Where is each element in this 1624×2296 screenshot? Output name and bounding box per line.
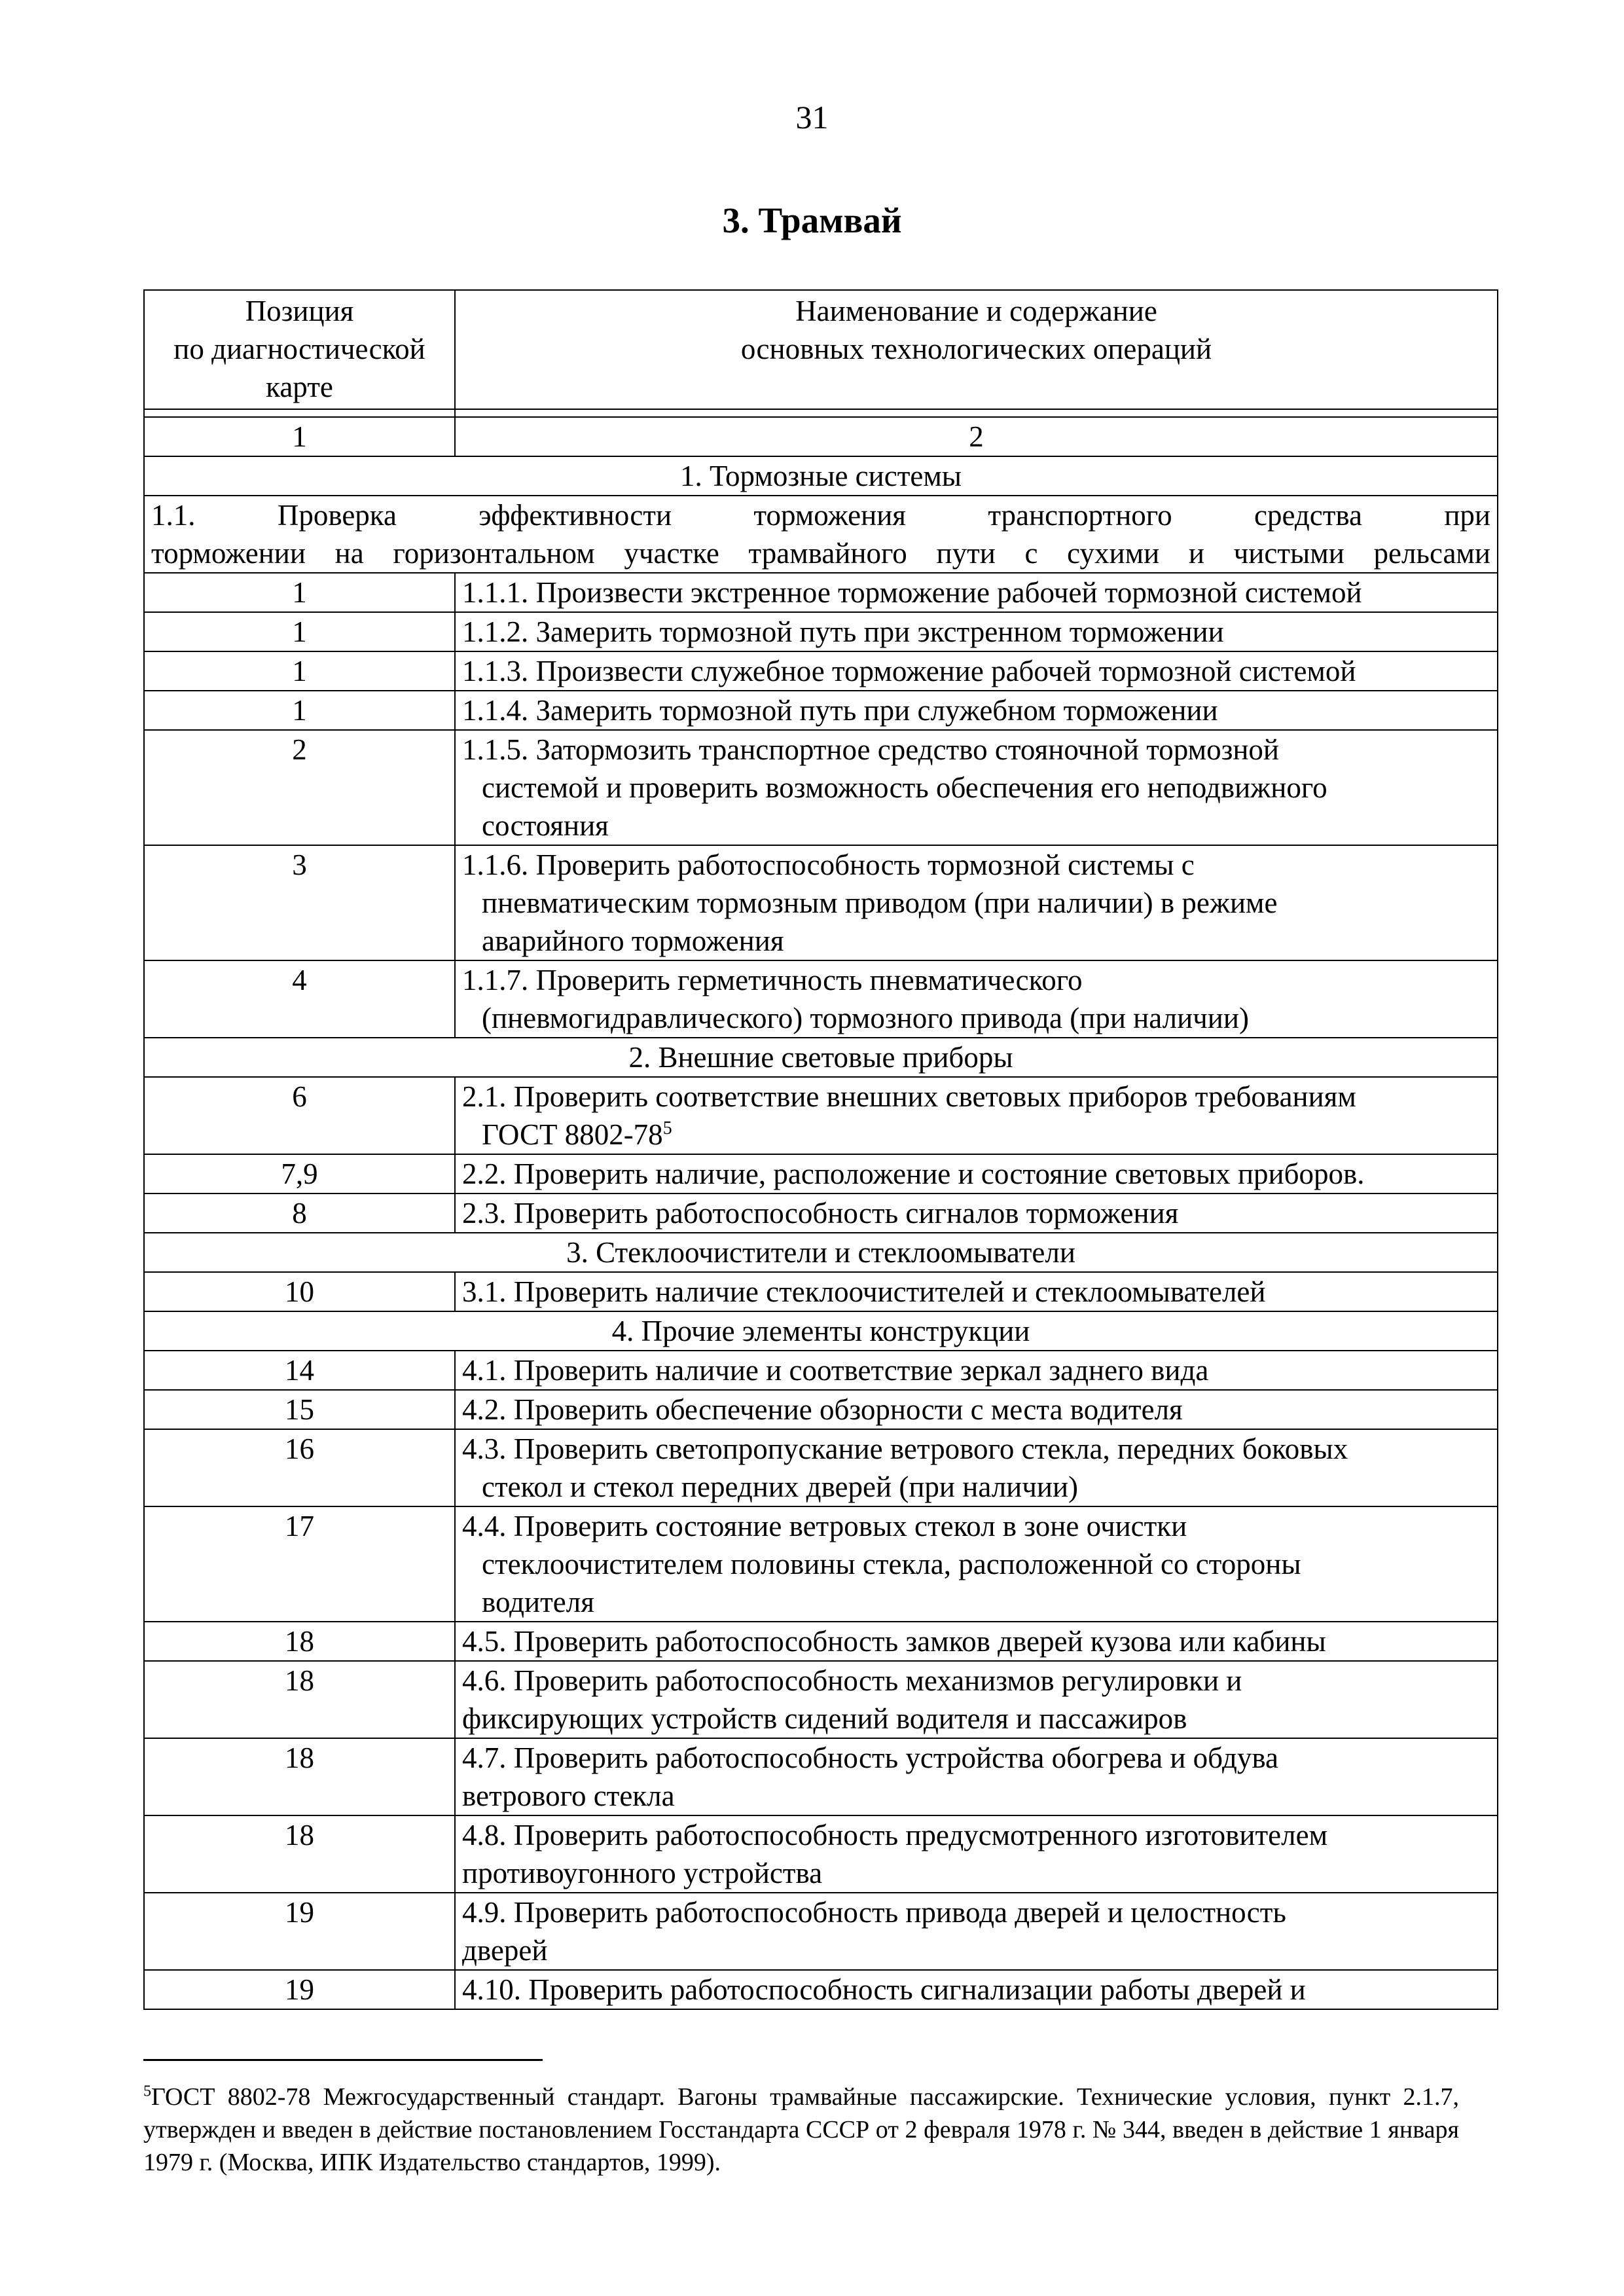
operation-cell — [455, 845, 1498, 960]
operation-text: состояния — [482, 809, 609, 842]
subsection-heading-line: 1.1. Проверка эффективности торможения транспортного средства при — [151, 499, 1490, 532]
operation-line — [462, 846, 1493, 884]
page-number: 31 — [795, 99, 829, 136]
position-cell: 1 — [144, 573, 455, 612]
header-position-cell — [144, 290, 455, 409]
operation-line — [462, 1194, 1493, 1232]
operation-line — [462, 613, 1493, 651]
operation-line — [462, 574, 1493, 611]
table-row — [144, 1429, 1498, 1506]
operation-line — [462, 1507, 1493, 1545]
operation-line — [462, 1662, 1493, 1700]
position-cell: 18 — [144, 1661, 455, 1738]
operation-cell — [455, 612, 1498, 651]
operation-text: 2.3. Проверить работоспособность сигналов торможения — [462, 1197, 1179, 1230]
operation-text: 4.7. Проверить работоспособность устройства обогрева и обдува — [462, 1741, 1278, 1774]
operation-text: 4.6. Проверить работоспособность механизмов регулировки и — [462, 1664, 1242, 1697]
operation-text: 2.2. Проверить наличие, расположение и состояние световых приборов. — [462, 1157, 1365, 1190]
operation-text: 4.9. Проверить работоспособность привода дверей и целостность — [462, 1896, 1286, 1929]
header-position-line: Позиция — [245, 295, 354, 327]
position-cell: 15 — [144, 1390, 455, 1429]
operation-text: стеклоочистителем половины стекла, расположенной со стороны — [482, 1548, 1301, 1580]
operation-line — [462, 1545, 1493, 1583]
operation-text: 4.4. Проверить состояние ветровых стекол в зоне очистки — [462, 1510, 1187, 1542]
operation-line — [462, 769, 1493, 807]
table-row — [144, 612, 1498, 651]
operation-text: дверей — [462, 1934, 548, 1967]
operation-line — [462, 807, 1493, 845]
operation-text: 1.1.2. Замерить тормозной путь при экстренном торможении — [462, 615, 1224, 648]
position-cell: 6 — [144, 1077, 455, 1154]
table-row — [144, 1970, 1498, 2009]
header-position-line: по диагностической — [173, 333, 425, 365]
operation-line — [462, 884, 1493, 922]
operation-text: системой и проверить возможность обеспечения его неподвижного — [482, 771, 1327, 804]
operation-line — [462, 1931, 1493, 1969]
table-row — [144, 1661, 1498, 1738]
position-cell: 7,9 — [144, 1154, 455, 1194]
operation-text: пневматическим тормозным приводом (при наличии) в режиме — [482, 886, 1278, 919]
operation-text: 1.1.6. Проверить работоспособность тормозной системы с — [462, 848, 1195, 881]
separator-cell — [144, 409, 455, 417]
operation-cell — [455, 1622, 1498, 1661]
operation-text: 1.1.4. Замерить тормозной путь при служебном торможении — [462, 694, 1218, 727]
position-cell: 18 — [144, 1622, 455, 1661]
operation-cell — [455, 573, 1498, 612]
operation-text: 4.5. Проверить работоспособность замков дверей кузова или кабины — [462, 1625, 1326, 1658]
position-cell: 2 — [144, 730, 455, 845]
operations-table-body — [144, 290, 1498, 2009]
position-cell: 17 — [144, 1506, 455, 1622]
footnote-divider — [143, 2059, 543, 2061]
operation-text: водителя — [482, 1586, 594, 1618]
operation-line — [462, 1116, 1493, 1154]
operation-text: 1.1.1. Произвести экстренное торможение рабочей тормозной системой — [462, 576, 1362, 609]
operation-line — [462, 1622, 1493, 1660]
operation-cell — [455, 1194, 1498, 1233]
position-cell: 1 — [144, 691, 455, 730]
operation-line — [462, 999, 1493, 1037]
operation-line — [462, 922, 1493, 960]
operation-cell — [455, 960, 1498, 1038]
footnote-marker: 5 — [143, 2083, 151, 2100]
position-cell: 18 — [144, 1738, 455, 1815]
operation-cell — [455, 1738, 1498, 1815]
operation-cell — [455, 691, 1498, 730]
operation-line — [462, 1273, 1493, 1311]
operation-line — [462, 1078, 1493, 1116]
operation-line — [462, 731, 1493, 769]
subsection-heading-row — [144, 496, 1498, 573]
operation-cell — [455, 1272, 1498, 1311]
operation-line — [462, 1854, 1493, 1892]
operation-text: 1.1.7. Проверить герметичность пневматического — [462, 964, 1083, 996]
table-row — [144, 651, 1498, 691]
table-row — [144, 691, 1498, 730]
operation-text: 3.1. Проверить наличие стеклоочистителей и стеклоомывателей — [462, 1275, 1266, 1308]
footnote — [143, 2081, 1459, 2179]
operation-cell — [455, 1429, 1498, 1506]
header-operation-cell — [455, 290, 1498, 409]
operation-text: ветрового стекла — [462, 1779, 675, 1812]
position-cell: 14 — [144, 1351, 455, 1390]
table-row — [144, 1077, 1498, 1154]
operation-line — [462, 652, 1493, 690]
section-heading: 4. Прочие элементы конструкции — [144, 1311, 1498, 1351]
position-cell: 3 — [144, 845, 455, 960]
operation-cell — [455, 651, 1498, 691]
operation-line — [462, 1155, 1493, 1193]
subsection-heading — [144, 496, 1498, 573]
operation-line — [462, 1816, 1493, 1854]
table-row — [144, 1390, 1498, 1429]
footnote-reference: 5 — [662, 1118, 672, 1139]
operation-text: аварийного торможения — [482, 924, 784, 957]
position-cell: 19 — [144, 1970, 455, 2009]
table-row — [144, 1272, 1498, 1311]
table-row — [144, 845, 1498, 960]
table-row — [144, 1154, 1498, 1194]
table-row — [144, 1622, 1498, 1661]
operation-cell — [455, 1077, 1498, 1154]
column-number-row — [144, 417, 1498, 456]
operation-line — [462, 1777, 1493, 1815]
header-operation-line: Наименование и содержание — [795, 295, 1157, 327]
operation-cell — [455, 1390, 1498, 1429]
header-operation-line: основных технологических операций — [740, 333, 1212, 365]
position-cell: 1 — [144, 612, 455, 651]
operation-cell — [455, 1893, 1498, 1970]
table-header-row — [144, 290, 1498, 409]
operation-cell — [455, 1815, 1498, 1893]
operation-text: противоугонного устройства — [462, 1857, 823, 1889]
header-position-line: карте — [266, 371, 333, 403]
operation-line — [462, 1468, 1493, 1506]
operation-cell — [455, 1661, 1498, 1738]
operation-line — [462, 691, 1493, 729]
operation-line — [462, 1583, 1493, 1621]
operation-text: 4.8. Проверить работоспособность предусмотренного изготовителем — [462, 1819, 1328, 1851]
table-row — [144, 1506, 1498, 1622]
operation-text: 4.10. Проверить работоспособность сигнализации работы дверей и — [462, 1973, 1306, 2006]
position-cell: 1 — [144, 651, 455, 691]
operation-cell — [455, 1970, 1498, 2009]
operation-line — [462, 1739, 1493, 1777]
operation-line — [462, 1430, 1493, 1468]
subsection-heading-line: торможении на горизонтальном участке трамвайного пути с сухими и чистыми рельсами — [151, 537, 1490, 570]
table-row — [144, 1815, 1498, 1893]
operation-text: 4.3. Проверить светопропускание ветрового стекла, передних боковых — [462, 1432, 1348, 1465]
header-separator-row — [144, 409, 1498, 417]
operation-line — [462, 1700, 1493, 1738]
section-heading-row — [144, 1233, 1498, 1272]
operation-cell — [455, 730, 1498, 845]
section-heading-row — [144, 456, 1498, 496]
section-heading: 1. Тормозные системы — [144, 456, 1498, 496]
operation-text: ГОСТ 8802-78 — [482, 1118, 663, 1151]
separator-cell — [455, 409, 1498, 417]
section-heading-row — [144, 1311, 1498, 1351]
footnote-text: ГОСТ 8802-78 Межгосударственный стандарт. Вагоны трамвайные пассажирские. Технические условия, пункт 2.1.7, утвержден и введен в действие постановлением Госстандарта СССР от 2 февраля 1978 г. № 344, введен в действие 1 января 1979 г. (Москва, ИПК Издательство стандартов, 1999). — [143, 2083, 1459, 2176]
operation-text: стекол и стекол передних дверей (при наличии) — [482, 1470, 1079, 1503]
position-cell: 18 — [144, 1815, 455, 1893]
position-cell: 16 — [144, 1429, 455, 1506]
operation-cell — [455, 1506, 1498, 1622]
operation-text: 4.1. Проверить наличие и соответствие зеркал заднего вида — [462, 1354, 1209, 1387]
position-cell: 10 — [144, 1272, 455, 1311]
operation-text: фиксирующих устройств сидений водителя и пассажиров — [462, 1702, 1187, 1735]
position-cell: 8 — [144, 1194, 455, 1233]
section-heading-row — [144, 1038, 1498, 1077]
column-number: 2 — [455, 417, 1498, 456]
operation-text: 1.1.3. Произвести служебное торможение рабочей тормозной системой — [462, 655, 1356, 687]
operation-text: (пневмогидравлического) тормозного привода (при наличии) — [482, 1002, 1249, 1034]
table-row — [144, 730, 1498, 845]
table-row — [144, 1738, 1498, 1815]
column-number: 1 — [144, 417, 455, 456]
operation-line — [462, 1971, 1493, 2009]
table-row — [144, 1351, 1498, 1390]
operation-line — [462, 1893, 1493, 1931]
operation-text: 4.2. Проверить обеспечение обзорности с места водителя — [462, 1393, 1183, 1426]
operations-table — [143, 289, 1498, 2010]
operation-text: 2.1. Проверить соответствие внешних световых приборов требованиям — [462, 1080, 1356, 1113]
section-heading: 2. Внешние световые приборы — [144, 1038, 1498, 1077]
operation-line — [462, 1391, 1493, 1429]
table-row — [144, 960, 1498, 1038]
table-row — [144, 573, 1498, 612]
operation-cell — [455, 1154, 1498, 1194]
table-row — [144, 1194, 1498, 1233]
operation-cell — [455, 1351, 1498, 1390]
section-heading: 3. Стеклоочистители и стеклоомыватели — [144, 1233, 1498, 1272]
operation-text: 1.1.5. Затормозить транспортное средство стояночной тормозной — [462, 733, 1280, 766]
page-title: 3. Трамвай — [722, 200, 902, 240]
position-cell: 19 — [144, 1893, 455, 1970]
operation-line — [462, 1351, 1493, 1389]
position-cell: 4 — [144, 960, 455, 1038]
operation-line — [462, 961, 1493, 999]
table-row — [144, 1893, 1498, 1970]
